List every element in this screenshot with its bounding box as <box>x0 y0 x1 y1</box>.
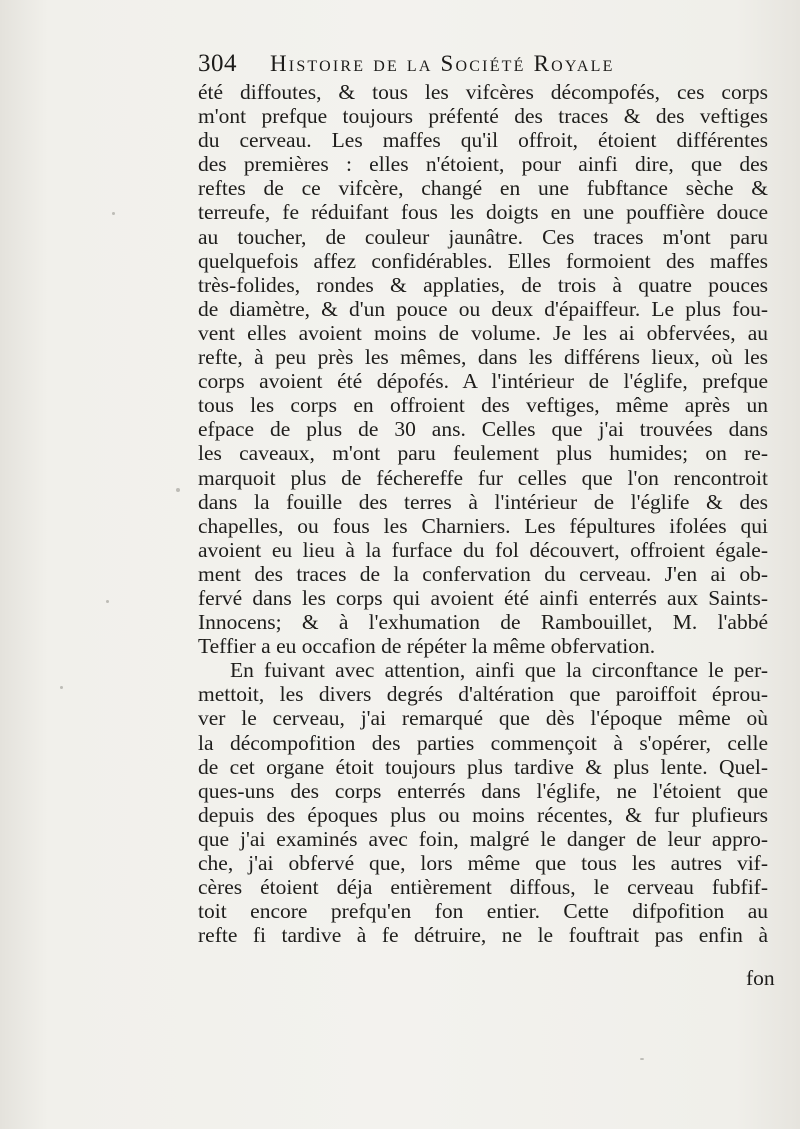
text-line: les caveaux, m'ont paru feulement plus humides; on re- <box>198 441 768 466</box>
text-line: Innocens; & à l'exhumation de Rambouillet, M. l'abbé <box>198 610 768 635</box>
paper-speck <box>176 488 180 492</box>
text-line: avoient eu lieu à la furface du fol découvert, offroient égale- <box>198 537 768 562</box>
text-line: terreufe, fe réduifant fous les doigts en une pouffière douce <box>198 200 768 225</box>
text-line: des premières : elles n'étoient, pour ainfi dire, que des <box>198 152 768 177</box>
running-head: Histoire de la Société Royale <box>270 51 615 76</box>
text-line: ver le cerveau, j'ai remarqué que dès l'époque même où <box>198 706 768 731</box>
text-line: chapelles, ou fous les Charniers. Les fépultures ifolées qui <box>198 513 768 538</box>
text-line: marquoit plus de féchereffe fur celles que l'on rencontroit <box>198 465 768 490</box>
text-line: che, j'ai obfervé que, lors même que tous les autres vif- <box>198 851 768 875</box>
text-line: la décompofition des parties commençoit à s'opérer, celle <box>198 730 768 755</box>
text-line: m'ont prefque toujours préfenté des traces & des veftiges <box>198 104 768 129</box>
paper-speck <box>106 600 109 603</box>
text-line: efpace de plus de 30 ans. Celles que j'ai trouvées dans <box>198 417 768 442</box>
paragraph-2 <box>198 658 768 947</box>
text-line: refte, à peu près les mêmes, dans les différens lieux, où les <box>198 345 768 370</box>
text-line: quelquefois affez confidérables. Elles formoient des maffes <box>198 248 768 273</box>
page-number: 304 <box>198 50 237 77</box>
text-line: corps avoient été dépofés. A l'intérieur de l'églife, prefque <box>198 369 768 394</box>
body-text <box>198 80 768 947</box>
paragraph-1 <box>198 80 768 658</box>
text-line: très-folides, rondes & applaties, de trois à quatre pouces <box>198 272 768 297</box>
text-line: de diamètre, & d'un pouce ou deux d'épaiffeur. Le plus fou- <box>198 296 768 321</box>
text-line: que j'ai examinés avec foin, malgré le danger de leur appro- <box>198 826 768 851</box>
paper-speck <box>60 686 63 689</box>
text-line: de cet organe étoit toujours plus tardive & plus lente. Quel- <box>198 754 768 779</box>
text-line: cères étoient déja entièrement diffous, le cerveau fubfif- <box>198 875 768 900</box>
paper-speck <box>640 1058 644 1060</box>
text-line: En fuivant avec attention, ainfi que la circonftance le per- <box>230 658 768 683</box>
text-line: ques-uns des corps enterrés dans l'églife, ne l'étoient que <box>198 778 768 803</box>
page-header <box>198 50 758 84</box>
text-line: refte fi tardive à fe détruire, ne le fouftrait pas enfin à <box>198 923 768 948</box>
text-line: été diffoutes, & tous les vifcères décompofés, ces corps <box>198 80 768 104</box>
paper-speck <box>112 212 115 215</box>
text-line: toit encore prefqu'en fon entier. Cette difpofition au <box>198 899 768 924</box>
text-line: dans la fouille des terres à l'intérieur de l'églife & des <box>198 489 768 514</box>
catchword: fon <box>746 966 775 990</box>
text-line: reftes de ce vifcère, changé en une fubftance sèche & <box>198 176 768 201</box>
text-line: Teffier a eu occafion de répéter la même obfervation. <box>198 634 656 659</box>
text-line: depuis des époques plus ou moins récentes, & fur plufieurs <box>198 802 768 827</box>
text-line: mettoit, les divers degrés d'altération que paroiffoit éprou- <box>198 682 768 707</box>
text-line: tous les corps en offroient des veftiges, même après un <box>198 393 768 418</box>
text-line: ment des traces de la confervation du cerveau. J'en ai ob- <box>198 561 768 586</box>
text-line: vent elles avoient moins de volume. Je les ai obfervées, au <box>198 320 768 345</box>
text-line: fervé dans les corps qui avoient été ainfi enterrés aux Saints- <box>198 585 768 610</box>
text-line: au toucher, de couleur jaunâtre. Ces traces m'ont paru <box>198 224 768 249</box>
text-line: du cerveau. Les maffes qu'il offroit, étoient différentes <box>198 128 768 153</box>
